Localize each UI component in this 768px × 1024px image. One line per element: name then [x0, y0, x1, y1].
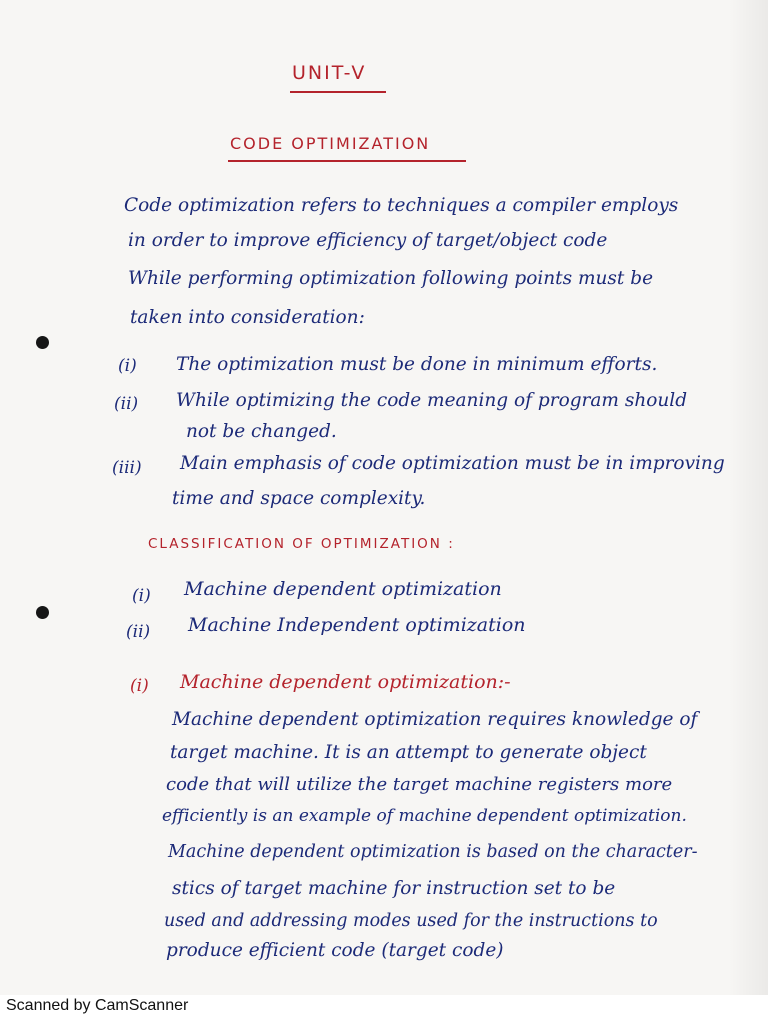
paragraph-line: stics of target machine for instruction set to be	[172, 878, 616, 899]
point-text: While optimizing the code meaning of program should	[176, 390, 688, 411]
classification-item: Machine dependent optimization	[184, 578, 502, 600]
unit-heading: UNIT-V	[292, 62, 367, 84]
intro-line: taken into consideration:	[130, 307, 365, 328]
point-text: Main emphasis of code optimization must be in improving	[180, 453, 725, 474]
point-marker: (i)	[118, 356, 137, 376]
page-shadow	[728, 0, 768, 995]
classification-item: Machine Independent optimization	[188, 614, 526, 636]
intro-line: While performing optimization following points must be	[128, 268, 654, 289]
binder-hole-bottom	[36, 606, 49, 619]
page-title-underline	[228, 160, 466, 162]
paragraph-line: efficiently is an example of machine dependent optimization.	[162, 806, 687, 826]
point-text: The optimization must be done in minimum efforts.	[176, 354, 658, 375]
paragraph-line: produce efficient code (target code)	[166, 940, 504, 961]
unit-heading-underline	[290, 91, 386, 93]
point-marker: (iii)	[112, 458, 142, 478]
page-title: CODE OPTIMIZATION	[230, 134, 431, 153]
paragraph-line: code that will utilize the target machine registers more	[166, 774, 673, 795]
classification-marker: (ii)	[126, 622, 151, 642]
paragraph-line: target machine. It is an attempt to generate object	[170, 742, 647, 763]
point-text: time and space complexity.	[172, 488, 426, 509]
intro-line: in order to improve efficiency of target/object code	[128, 230, 608, 251]
scanner-watermark: Scanned by CamScanner	[6, 997, 189, 1014]
paragraph-line: Machine dependent optimization is based on the character-	[168, 842, 698, 862]
section-marker: (i)	[130, 676, 149, 696]
binder-hole-top	[36, 336, 49, 349]
section-heading: Machine dependent optimization:-	[180, 671, 511, 693]
point-marker: (ii)	[114, 394, 139, 414]
classification-heading: CLASSIFICATION OF OPTIMIZATION :	[148, 536, 455, 552]
point-text: not be changed.	[186, 421, 337, 442]
paragraph-line: used and addressing modes used for the instructions to	[164, 911, 658, 931]
classification-marker: (i)	[132, 586, 151, 606]
paragraph-line: Machine dependent optimization requires knowledge of	[172, 709, 698, 730]
intro-line: Code optimization refers to techniques a compiler employs	[124, 195, 679, 216]
